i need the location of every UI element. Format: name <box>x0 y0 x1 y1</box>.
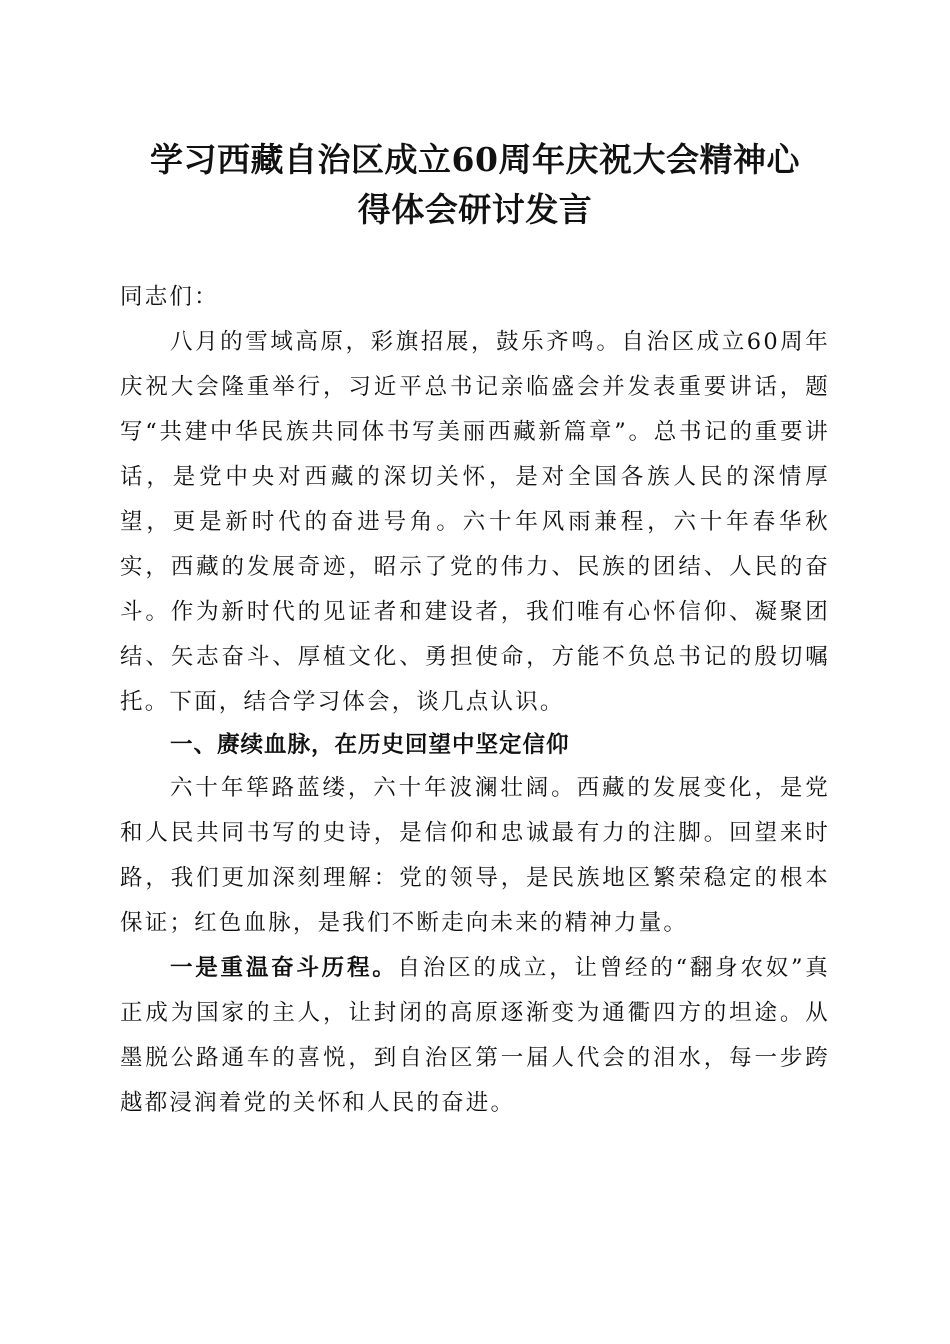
paragraph-point-1-lead: 一是重温奋斗历程。 <box>170 955 398 981</box>
document-title <box>100 135 850 235</box>
title-line-2: 得体会研讨发言 <box>357 190 593 229</box>
section-heading-1: 一、赓续血脉，在历史回望中坚定信仰 <box>170 732 570 758</box>
title-line-1: 学习西藏自治区成立60周年庆祝大会精神心 <box>150 140 800 179</box>
salutation: 同志们： <box>120 284 219 310</box>
paragraph-intro: 八月的雪域高原，彩旗招展，鼓乐齐鸣。自治区成立60周年庆祝大会隆重举行，习近平总书记亲临盛会并发表重要讲话，题写“共建中华民族共同体书写美丽西藏新篇章”。总书记的重要讲话，是党中央对西藏的深切关怀，是对全国各族人民的深情厚望，更是新时代的奋进号角。六十年风雨兼程，六十年春华秋实，西藏的发展奇迹，昭示了党的伟力、民族的团结、人民的奋斗。作为新时代的见证者和建设者，我们唯有心怀信仰、凝聚团结、矢志奋斗、厚植文化、勇担使命，方能不负总书记的殷切嘱托。下面，结合学习体会，谈几点认识。 <box>120 329 830 715</box>
paragraph-section-1: 六十年筚路蓝缕，六十年波澜壮阔。西藏的发展变化，是党和人民共同书写的史诗，是信仰和忠诚最有力的注脚。回望来时路，我们更加深刻理解：党的领导，是民族地区繁荣稳定的根本保证；红色血脉，是我们不断走向未来的精神力量。 <box>120 775 830 936</box>
paragraph-point-1-text: 自治区的成立，让曾经的“翻身农奴”真正成为国家的主人，让封闭的高原逐渐变为通衢四方的坦途。从墨脱公路通车的喜悦，到自治区第一届人代会的泪水，每一步跨越都浸润着党的关怀和人民的奋进。 <box>120 955 830 1116</box>
paragraph-point-1 <box>120 946 830 1126</box>
